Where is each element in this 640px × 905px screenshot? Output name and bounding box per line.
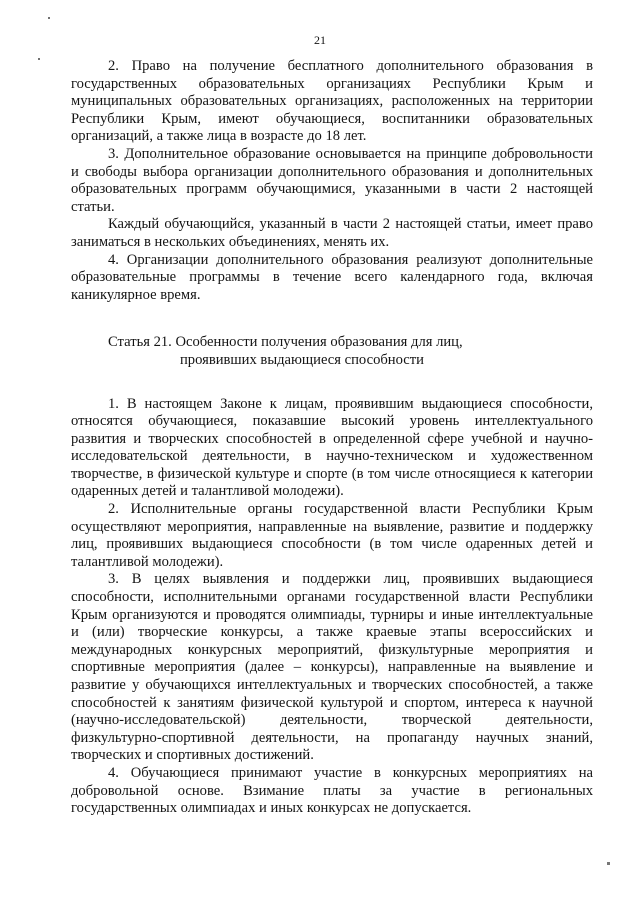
paragraph-part-3: 3. Дополнительное образование основывается на принципе добровольности и свободы выбора организации дополнительного образования и дополнительных образовательных программ обучающимися, указанными в части 2 настоящей статьи. bbox=[71, 145, 593, 215]
article-21-paragraph-3: 3. В целях выявления и поддержки лиц, проявивших выдающиеся способности, исполнительными органами государственной власти Республики Крым организуются и проводятся олимпиады, турниры и иные интеллектуальные и (или) творческие конкурсы, а также краевые этапы всероссийских и международных конкурсных мероприятий, физкультурные мероприятия и спортивные мероприятия (далее – конкурсы), направленные на выявление и развитие у обучающихся интеллектуальных и творческих способностей, а также способностей к занятиям физической культурой и спортом, интереса к научной (научно-исследовательской) деятельности, творческой деятельности, физкультурно-спортивной деятельности, на пропаганду научных знаний, творческих и спортивных достижений. bbox=[71, 571, 593, 764]
paragraph-multiple-associations: Каждый обучающийся, указанный в части 2 настоящей статьи, имеет право заниматься в нескольких объединениях, менять их. bbox=[71, 216, 593, 250]
article-21-heading-line-1: Статья 21. Особенности получения образования для лиц, bbox=[108, 334, 463, 351]
scan-artifact-mark bbox=[607, 862, 610, 865]
scan-artifact-dot bbox=[38, 58, 40, 60]
article-21-heading-line-2: проявивших выдающиеся способности bbox=[180, 351, 424, 368]
article-21-paragraph-1: 1. В настоящем Законе к лицам, проявившим выдающиеся способности, относятся обучающиеся, показавшие высокий уровень интеллектуального развития и творческих способностей в определенной сфере учебной и научно-исследовательской деятельности, в научно-техническом и художественном творчестве, в физической культуре и спорте (в том числе относящиеся к категории одаренных детей и талантливой молодежи). bbox=[71, 395, 593, 500]
article-21-paragraph-2: 2. Исполнительные органы государственной власти Республики Крым осуществляют мероприятия, направленные на выявление, развитие и поддержку лиц, проявивших выдающиеся способности (в том числе одаренных детей и талантливой молодежи). bbox=[71, 501, 593, 570]
article-21-paragraph-4: 4. Обучающиеся принимают участие в конкурсных мероприятиях на добровольной основе. Взимание платы за участие в региональных государственных олимпиадах и иных конкурсах не допускается. bbox=[71, 764, 593, 817]
article-21-heading bbox=[71, 334, 593, 369]
document-body bbox=[71, 58, 593, 818]
paragraph-part-2: 2. Право на получение бесплатного дополнительного образования в государственных образовательных организациях Республики Крым и муниципальных образовательных организациях, расположенных на территории Республики Крым, имеют обучающиеся, воспитанники образовательных организаций, а также лица в возрасте до 18 лет. bbox=[71, 58, 593, 145]
page-number: 21 bbox=[314, 33, 326, 47]
scan-artifact-dot bbox=[48, 17, 50, 19]
paragraph-part-4: 4. Организации дополнительного образования реализуют дополнительные образовательные программы в течение всего календарного года, включая каникулярное время. bbox=[71, 251, 593, 303]
